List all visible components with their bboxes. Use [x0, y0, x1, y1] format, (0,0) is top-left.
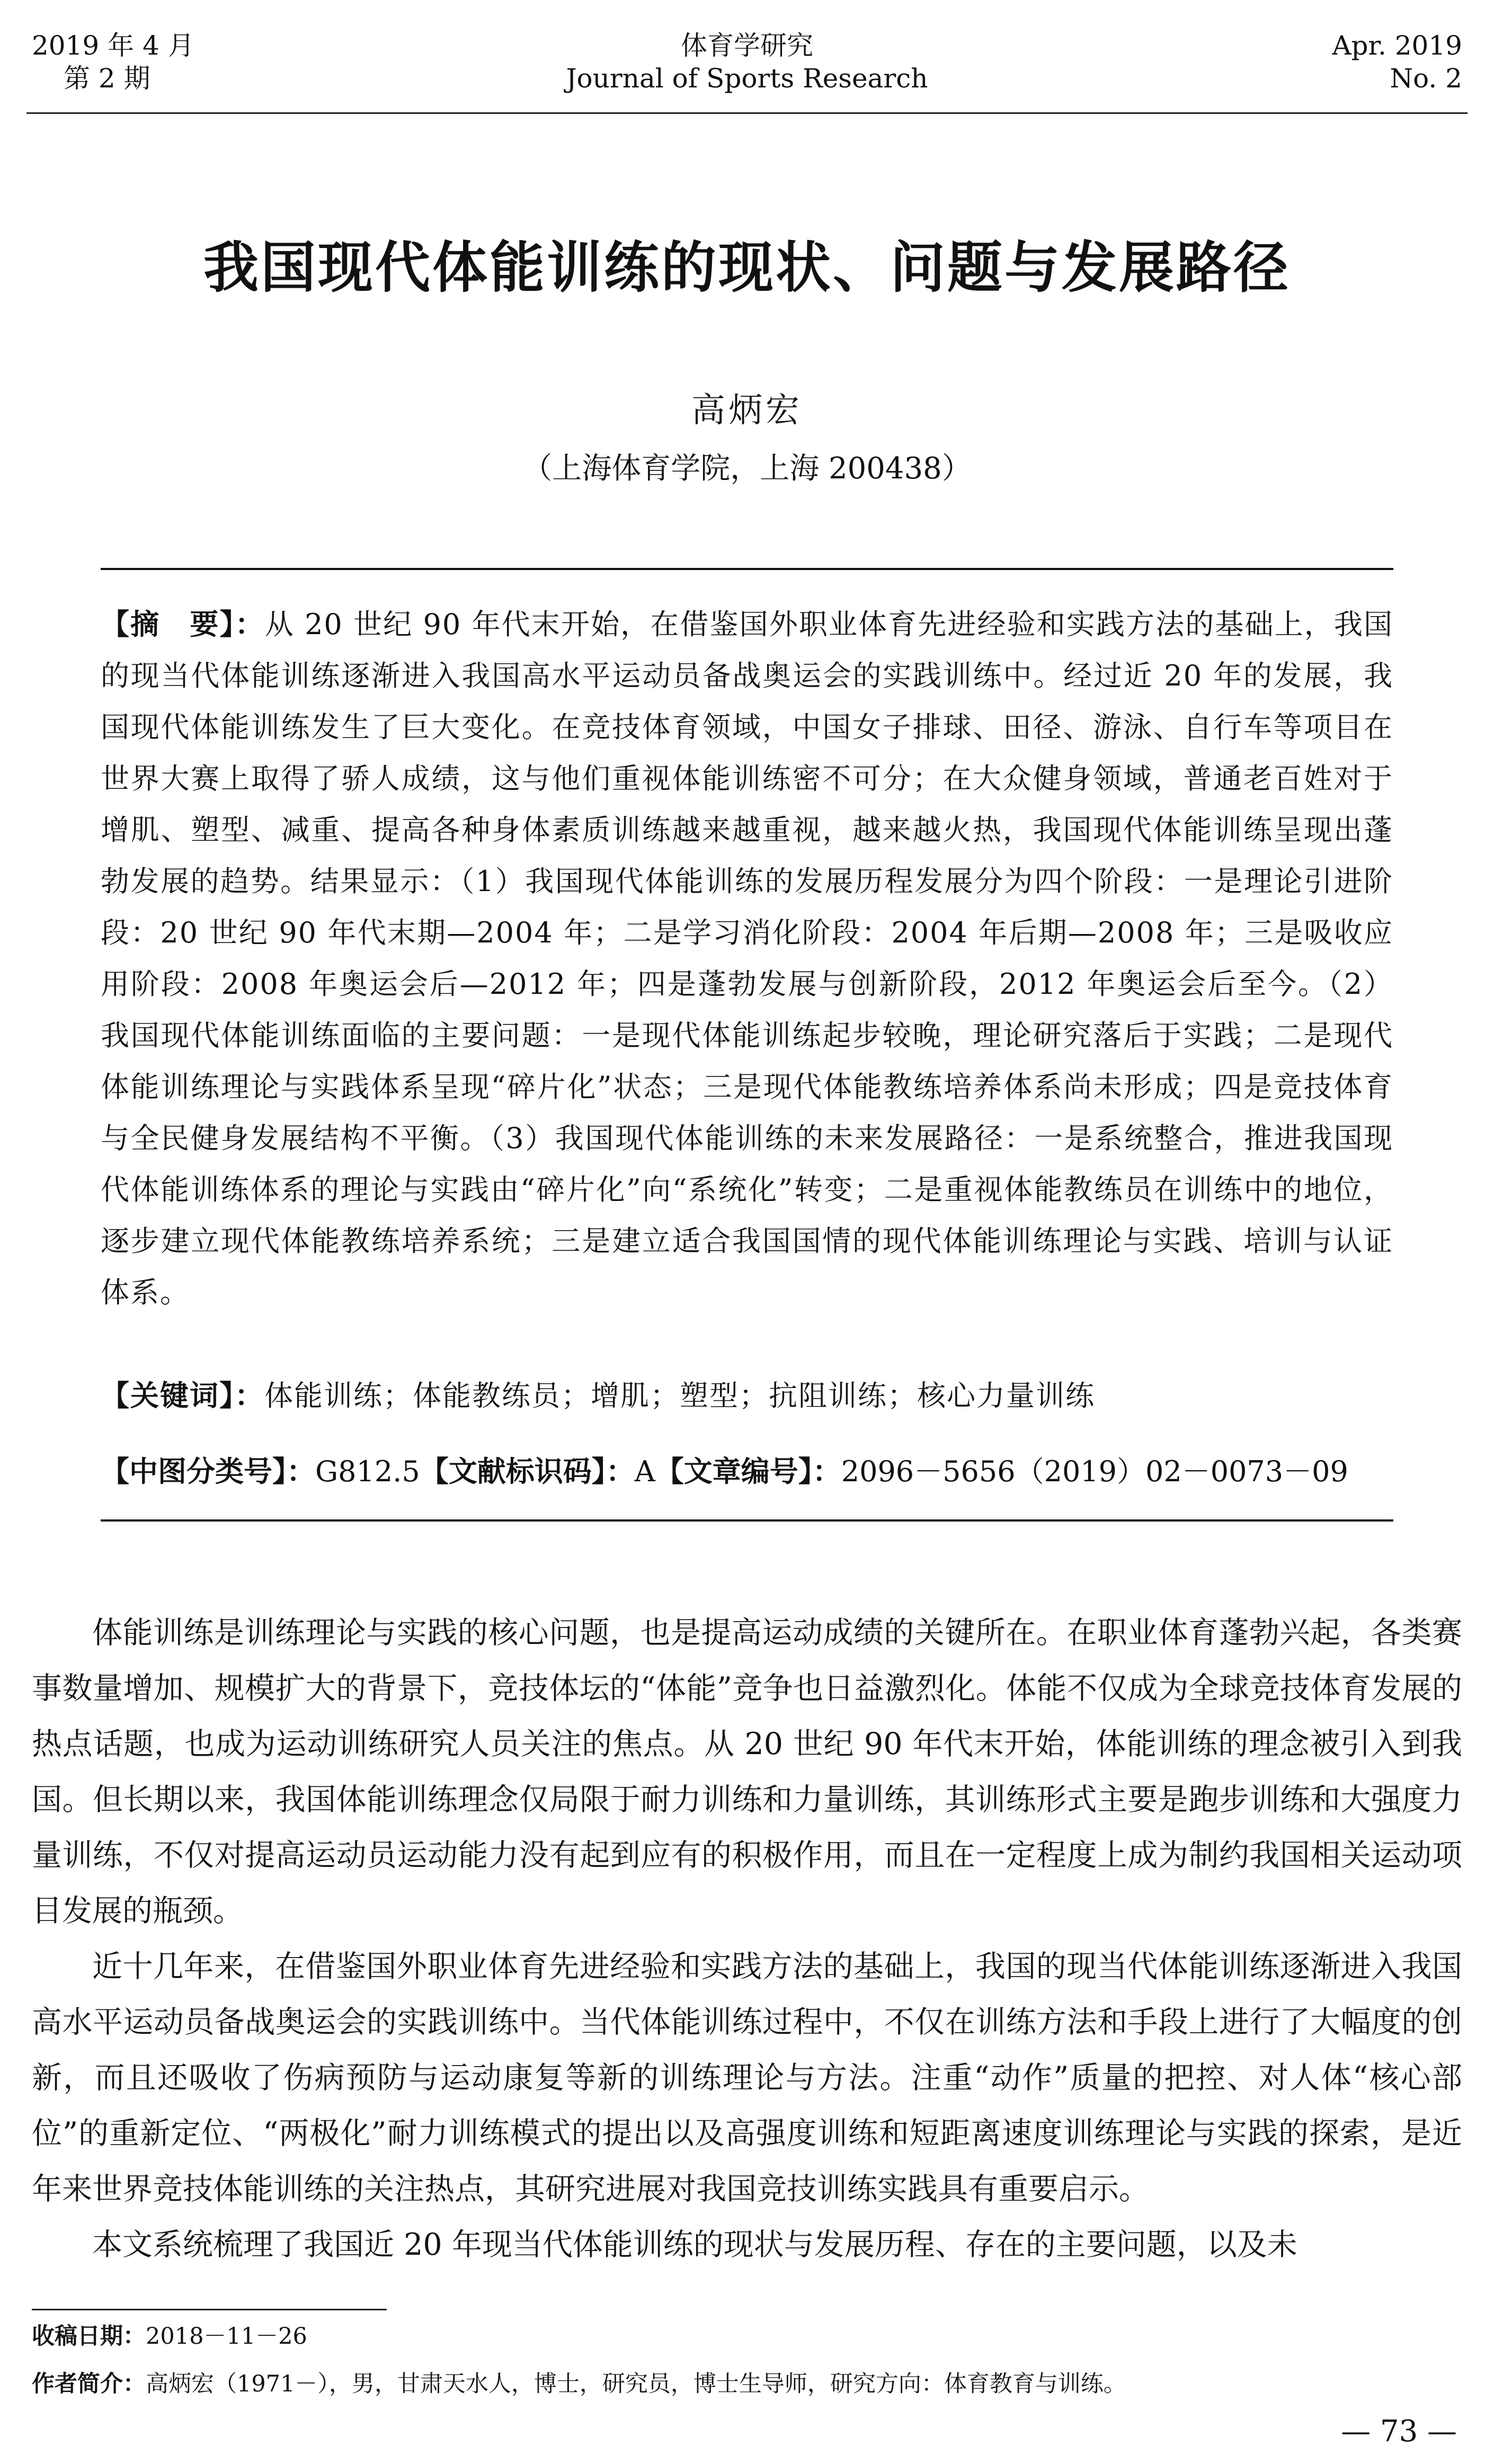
- article-number-label: 【文章编号】：: [655, 1455, 841, 1488]
- received-value: 2018－11－26: [146, 2323, 307, 2350]
- body-paragraph-1: 体能训练是训练理论与实践的核心问题，也是提高运动成绩的关键所在。在职业体育蓬勃兴起，各类赛事数量增加、规模扩大的背景下，竞技体坛的“体能”竞争也日益激烈化。体能不仅成为全球竞技体育发展的热点话题，也成为运动训练研究人员关注的焦点。从 20 世纪 90 年代末开始，体能训练的理念被引入到我国。但长期以来，我国体能训练理念仅局限于耐力训练和力量训练，其训练形式主要是跑步训练和大强度力量训练，不仅对提高运动员运动能力没有起到应有的积极作用，而且在一定程度上成为制约我国相关运动项目发展的瓶颈。: [32, 1615, 1462, 1928]
- article-title: 我国现代体能训练的现状、问题与发展路径: [203, 235, 1291, 300]
- header-date: 2019 年 4 月: [32, 30, 194, 61]
- header-journal-en: Journal of Sports Research: [566, 63, 928, 94]
- abstract-label: 【摘 要】：: [101, 608, 265, 641]
- keywords-label: 【关键词】：: [101, 1379, 264, 1412]
- body-paragraph-2: 近十几年来，在借鉴国外职业体育先进经验和实践方法的基础上，我国的现当代体能训练逐渐进入我国高水平运动员备战奥运会的实践训练中。当代体能训练过程中，不仅在训练方法和手段上进行了大幅度的创新，而且还吸收了伤病预防与运动康复等新的训练理论与方法。注重“动作”质量的把控、对人体“核心部位”的重新定位、“两极化”耐力训练模式的提出以及高强度训练和短距离速度训练理论与实践的探索，是近年来世界竞技体能训练的关注热点，其研究进展对我国竞技训练实践具有重要启示。: [32, 1949, 1462, 2207]
- header-journal-cn: 体育学研究: [681, 30, 813, 61]
- bio-label: 作者简介：: [32, 2371, 146, 2397]
- page-number: — 73 —: [1341, 2414, 1457, 2449]
- body-text: [32, 1605, 1462, 2273]
- classification-line: [101, 1448, 1393, 1496]
- article-affiliation: （上海体育学院，上海 200438）: [522, 451, 972, 486]
- running-header-right: [1332, 29, 1462, 95]
- abstract-bottom-rule: [101, 1519, 1393, 1522]
- abstract-text: 从 20 世纪 90 年代末开始，在借鉴国外职业体育先进经验和实践方法的基础上，我国的现当代体能训练逐渐进入我国高水平运动员备战奥运会的实践训练中。经过近 20 年的发展，我国现代体能训练发生了巨大变化。在竞技体育领域，中国女子排球、田径、游泳、自行车等项目在世界大赛上取得了骄人成绩，这与他们重视体能训练密不可分；在大众健身领域，普通老百姓对于增肌、塑型、减重、提高各种身体素质训练越来越重视，越来越火热，我国现代体能训练呈现出蓬勃发展的趋势。结果显示：（1）我国现代体能训练的发展历程发展分为四个阶段：一是理论引进阶段：20 世纪 90 年代末期—2004 年；二是学习消化阶段：2004 年后期—2008 年；三是吸收应用阶段：2008 年奥运会后—2012 年；四是蓬勃发展与创新阶段，2012 年奥运会后至今。（2）我国现代体能训练面临的主要问题：一是现代体能训练起步较晚，理论研究落后于实践；二是现代体能训练理论与实践体系呈现“碎片化”状态；三是现代体能教练培养体系尚未形成；四是竞技体育与全民健身发展结构不平衡。（3）我国现代体能训练的未来发展路径：一是系统整合，推进我国现代体能训练体系的理论与实践由“碎片化”向“系统化”转变；二是重视体能教练员在训练中的地位，逐步建立现代体能教练培养系统；三是建立适合我国国情的现代体能训练理论与实践、培训与认证体系。: [101, 608, 1393, 1309]
- header-date-en: Apr. 2019: [1332, 30, 1462, 61]
- keywords: [101, 1372, 1393, 1420]
- header-issue-en: No. 2: [1390, 63, 1462, 94]
- keywords-text: 体能训练；体能教练员；增肌；塑型；抗阻训练；核心力量训练: [264, 1379, 1095, 1412]
- footnote-author-bio: [32, 2368, 1462, 2400]
- header-issue: 第 2 期: [64, 63, 150, 94]
- abstract: [101, 599, 1393, 1318]
- doc-code-label: 【文献标识码】：: [420, 1455, 635, 1488]
- header-rule: [26, 112, 1468, 114]
- bio-value: 高炳宏（1971－），男，甘肃天水人，博士，研究员，博士生导师，研究方向：体育教育与训练。: [146, 2371, 1126, 2397]
- footnote-rule: [32, 2309, 387, 2310]
- abstract-top-rule: [101, 568, 1393, 570]
- running-header-center: [0, 29, 1494, 95]
- clc-value: G812.5: [315, 1455, 420, 1488]
- article-number-value: 2096－5656（2019）02－0073－09: [841, 1455, 1348, 1488]
- footnote-received: [32, 2320, 1462, 2352]
- body-paragraph-3: 本文系统梳理了我国近 20 年现当代体能训练的现状与发展历程、存在的主要问题，以及未: [92, 2227, 1297, 2262]
- clc-label: 【中图分类号】：: [101, 1455, 315, 1488]
- received-label: 收稿日期：: [32, 2323, 146, 2350]
- doc-code-value: A: [634, 1455, 655, 1488]
- article-author: 高炳宏: [691, 391, 803, 430]
